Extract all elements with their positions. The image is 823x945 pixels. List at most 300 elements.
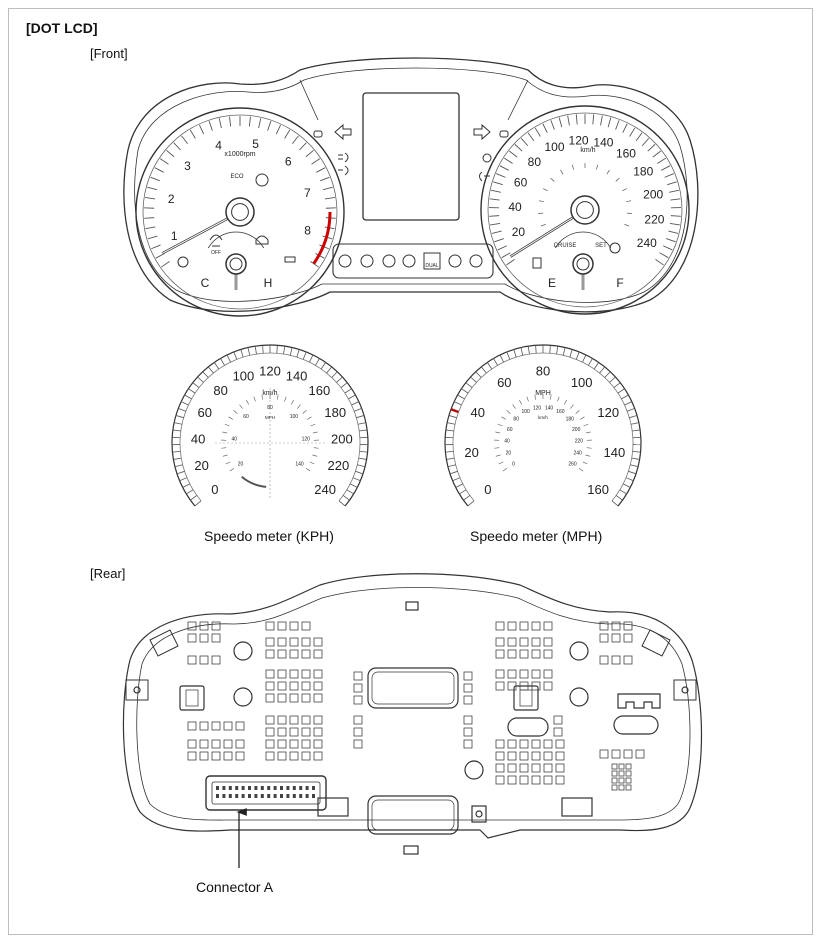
vent-hole xyxy=(314,716,322,724)
vent-hole xyxy=(600,656,608,664)
vent-hole xyxy=(224,752,232,760)
unit-label: km/h xyxy=(262,390,278,397)
tick-mark xyxy=(580,417,584,420)
vent-hole xyxy=(532,650,540,658)
tick-mark xyxy=(341,383,347,388)
tick-mark xyxy=(357,465,365,467)
vent-hole xyxy=(302,740,310,748)
tick-mark xyxy=(498,246,507,250)
tick-mark xyxy=(356,415,364,417)
tick-mark xyxy=(502,253,511,258)
headlamp-left-icon xyxy=(314,131,322,137)
tick-mark xyxy=(570,405,573,409)
vent-hole xyxy=(188,634,196,642)
vent-hole xyxy=(624,634,632,642)
vent-hole xyxy=(200,752,208,760)
tick-mark xyxy=(502,417,506,420)
tick-mark xyxy=(593,114,594,124)
tick-mark xyxy=(494,448,499,449)
vent-hole xyxy=(278,650,286,658)
tick-mark xyxy=(355,471,363,474)
vent-hole xyxy=(290,740,298,748)
connector-a xyxy=(206,776,326,810)
tick-mark xyxy=(493,182,503,185)
vent-hole xyxy=(520,638,528,646)
tick-mark xyxy=(492,231,502,233)
vent-hole xyxy=(302,670,310,678)
tick-mark xyxy=(297,349,299,357)
tick-mark xyxy=(490,199,500,200)
vent-hole xyxy=(236,740,244,748)
tick-mark xyxy=(666,239,675,242)
vent-hole xyxy=(544,622,552,630)
tick-mark xyxy=(446,430,454,431)
connector-pin xyxy=(261,794,264,798)
vent-hole xyxy=(290,682,298,690)
inner-label: 180 xyxy=(565,416,574,423)
vent-hole xyxy=(544,682,552,690)
left-turn-icon xyxy=(335,125,351,139)
tick-mark xyxy=(241,349,243,357)
vent-hole xyxy=(266,694,274,702)
tick-mark xyxy=(227,355,231,362)
vent-hole xyxy=(224,722,232,730)
tick-mark xyxy=(572,165,573,170)
tick-mark xyxy=(670,199,680,200)
tick-mark xyxy=(626,478,633,481)
tick-mark xyxy=(290,348,292,356)
cluster-housing xyxy=(124,58,698,312)
inner-label: 100 xyxy=(289,413,299,420)
unit-label: MPH xyxy=(535,390,551,397)
vent-hole xyxy=(508,752,516,760)
vent-hole xyxy=(496,670,504,678)
tacho-label: 2 xyxy=(167,192,175,207)
major-label: 180 xyxy=(324,405,347,421)
inner-arc xyxy=(242,477,266,487)
tick-mark xyxy=(348,395,355,399)
vent-hole xyxy=(278,716,286,724)
tick-mark xyxy=(629,415,637,417)
dual-label: DUAL xyxy=(425,263,439,269)
vent-hole xyxy=(636,750,644,758)
tick-mark xyxy=(352,402,359,405)
tick-mark xyxy=(632,458,640,459)
connector-pin xyxy=(235,786,238,790)
vent-hole xyxy=(496,682,504,690)
tick-mark xyxy=(453,478,460,481)
tick-mark xyxy=(230,117,231,127)
tick-mark xyxy=(456,484,463,488)
connector-pin xyxy=(286,794,289,798)
tick-mark xyxy=(303,410,307,413)
tick-mark xyxy=(306,468,310,471)
speedo-label: 120 xyxy=(568,133,589,148)
tick-mark xyxy=(584,424,589,426)
vent-hole xyxy=(464,684,472,692)
tick-mark xyxy=(172,451,180,452)
vent-hole xyxy=(612,634,620,642)
tick-mark xyxy=(151,177,160,181)
speedo-label: 220 xyxy=(644,212,665,227)
tick-mark xyxy=(468,501,474,506)
tick-mark xyxy=(576,410,580,413)
tick-mark xyxy=(559,118,562,128)
inner-label: 40 xyxy=(504,438,510,445)
tick-mark xyxy=(347,490,354,494)
tick-mark xyxy=(583,462,588,464)
connector-pin xyxy=(248,786,251,790)
tick-mark xyxy=(323,187,333,190)
connector-pin xyxy=(306,786,309,790)
tick-mark xyxy=(633,451,641,452)
connector-pin xyxy=(293,786,296,790)
tick-mark xyxy=(454,402,461,405)
connector-pin xyxy=(293,794,296,798)
tick-mark xyxy=(446,458,454,459)
tick-mark xyxy=(661,166,670,171)
vent-hole xyxy=(224,740,232,748)
tick-mark xyxy=(188,389,195,393)
vent-hole xyxy=(464,696,472,704)
connector-pin xyxy=(299,794,302,798)
tick-mark xyxy=(550,345,551,353)
vent-hole xyxy=(626,778,631,783)
vent-hole xyxy=(314,682,322,690)
connector-pin xyxy=(229,786,232,790)
tick-mark xyxy=(601,116,603,126)
vent-hole xyxy=(612,622,620,630)
tick-mark xyxy=(563,348,565,356)
vent-hole xyxy=(532,622,540,630)
tick-mark xyxy=(648,144,655,151)
tick-mark xyxy=(631,423,639,425)
vent-hole xyxy=(544,764,552,772)
tick-mark xyxy=(276,125,280,134)
tick-mark xyxy=(670,223,680,225)
tick-mark xyxy=(181,402,188,405)
tick-mark xyxy=(504,158,512,163)
tick-mark xyxy=(314,448,319,449)
tick-mark xyxy=(481,367,486,373)
connector-pin xyxy=(254,794,257,798)
vent-hole xyxy=(556,740,564,748)
front-section-label: [Front] xyxy=(90,46,128,61)
vent-hole xyxy=(464,728,472,736)
inner-label: 100 xyxy=(521,409,530,416)
vent-hole xyxy=(212,752,220,760)
tick-mark xyxy=(557,346,558,354)
vent-hole xyxy=(544,650,552,658)
tick-mark xyxy=(173,430,181,431)
tick-mark xyxy=(551,120,555,129)
vent-hole xyxy=(290,716,298,724)
fuel-empty-label: E xyxy=(547,276,557,290)
vent-hole xyxy=(188,656,196,664)
set-label: SET xyxy=(595,243,607,249)
connector-pin xyxy=(216,786,219,790)
tick-mark xyxy=(564,400,566,404)
headlamp-right-icon xyxy=(500,131,508,137)
vent-hole xyxy=(302,694,310,702)
vent-hole xyxy=(532,764,540,772)
inner-label: 140 xyxy=(544,405,554,412)
inner-label: 60 xyxy=(507,426,513,433)
connector-pin xyxy=(229,794,232,798)
tick-mark xyxy=(500,166,509,171)
kph-caption: Speedo meter (KPH) xyxy=(204,528,334,544)
car-icon xyxy=(256,236,268,244)
vent-hole xyxy=(544,740,552,748)
vent-hole xyxy=(556,752,564,760)
vent-hole xyxy=(278,638,286,646)
tick-mark xyxy=(310,462,315,464)
tick-mark xyxy=(246,400,248,404)
tick-mark xyxy=(254,397,256,402)
vent-hole xyxy=(302,752,310,760)
tick-mark xyxy=(588,358,592,365)
inner-label: 80 xyxy=(513,416,519,423)
major-label: 120 xyxy=(259,363,281,379)
crosshair xyxy=(215,388,325,498)
major-label: 40 xyxy=(190,431,206,447)
vent-hole xyxy=(496,764,504,772)
tick-mark xyxy=(360,451,368,452)
vent-hole xyxy=(302,638,310,646)
vent-hole xyxy=(496,740,504,748)
vent-hole xyxy=(520,776,528,784)
tick-mark xyxy=(458,395,465,399)
tick-mark xyxy=(249,117,250,127)
tick-mark xyxy=(173,458,181,459)
tacho-label: 1 xyxy=(170,229,178,244)
temp-cold-label: C xyxy=(200,276,210,290)
cruise-label: CRUISE xyxy=(553,243,577,249)
tick-mark xyxy=(176,415,184,417)
tick-mark xyxy=(339,501,345,506)
vent-hole xyxy=(266,752,274,760)
tick-mark xyxy=(222,432,227,433)
eco-label: ECO xyxy=(230,174,244,180)
tick-mark xyxy=(586,432,591,433)
tick-mark xyxy=(240,405,243,409)
tick-mark xyxy=(315,358,319,365)
vent-hole xyxy=(278,728,286,736)
tick-mark xyxy=(496,174,505,178)
vent-hole xyxy=(612,656,620,664)
major-label: 80 xyxy=(213,383,228,399)
tick-mark xyxy=(632,430,640,431)
vent-hole xyxy=(266,716,274,724)
vent-hole xyxy=(212,634,220,642)
major-label: 60 xyxy=(497,374,512,390)
tick-mark xyxy=(655,259,663,265)
vent-hole xyxy=(532,740,540,748)
tick-mark xyxy=(221,448,226,449)
major-label: 80 xyxy=(535,363,551,379)
tick-mark xyxy=(229,417,233,420)
vent-hole xyxy=(532,752,540,760)
vent-hole xyxy=(532,776,540,784)
right-turn-icon xyxy=(474,125,490,139)
vent-hole xyxy=(520,650,528,658)
tick-mark xyxy=(148,236,158,239)
tick-mark xyxy=(466,383,472,388)
tick-mark xyxy=(359,430,367,431)
vent-hole xyxy=(554,728,562,736)
connector-pin xyxy=(274,786,277,790)
needle-hub xyxy=(571,196,599,224)
speedo-label: 200 xyxy=(643,187,664,202)
speedo-label: 240 xyxy=(636,236,657,251)
tick-mark xyxy=(500,355,504,362)
vent-hole xyxy=(612,771,617,776)
tick-mark xyxy=(605,372,610,378)
connector-pin xyxy=(261,786,264,790)
vent-hole xyxy=(266,650,274,658)
tick-mark xyxy=(594,362,599,369)
tick-mark xyxy=(337,377,343,382)
vent-hole xyxy=(508,622,516,630)
vent-hole xyxy=(354,672,362,680)
vent-hole xyxy=(236,752,244,760)
connector-pin xyxy=(280,794,283,798)
fuel-icon xyxy=(285,257,295,262)
tick-mark xyxy=(587,448,592,449)
tick-mark xyxy=(543,124,547,133)
tick-mark xyxy=(653,151,661,157)
vent-hole xyxy=(200,740,208,748)
inner-label: 260 xyxy=(568,461,577,468)
tick-mark xyxy=(292,136,298,144)
tick-mark xyxy=(612,501,618,506)
tick-mark xyxy=(186,490,193,494)
tick-mark xyxy=(145,197,155,199)
vent-hole xyxy=(278,682,286,690)
tick-mark xyxy=(557,397,559,402)
tick-mark xyxy=(316,168,325,173)
speedo-label: 140 xyxy=(593,135,614,150)
needle-hub xyxy=(226,198,254,226)
speedo-label: 20 xyxy=(511,224,526,239)
vent-hole xyxy=(354,696,362,704)
tick-mark xyxy=(203,372,208,378)
tick-mark xyxy=(449,415,457,417)
tick-mark xyxy=(307,417,311,420)
major-label: 0 xyxy=(484,481,492,497)
vent-hole xyxy=(200,622,208,630)
tick-mark xyxy=(576,114,577,124)
connector-pin xyxy=(216,794,219,798)
vent-hole xyxy=(619,771,624,776)
vent-hole xyxy=(314,670,322,678)
vent-hole xyxy=(556,776,564,784)
tick-mark xyxy=(166,150,174,156)
tick-mark xyxy=(495,432,500,433)
tick-mark xyxy=(195,501,201,506)
vent-hole xyxy=(314,638,322,646)
vent-hole xyxy=(314,650,322,658)
major-label: 60 xyxy=(197,405,212,421)
tick-mark xyxy=(185,395,192,399)
indicator-icons xyxy=(314,125,508,181)
vent-hole xyxy=(556,764,564,772)
tick-mark xyxy=(536,345,537,353)
vent-hole xyxy=(314,728,322,736)
tick-mark xyxy=(618,389,625,393)
tick-mark xyxy=(259,118,261,128)
abs-icon xyxy=(256,174,268,186)
oil-icon xyxy=(361,255,373,267)
tick-mark xyxy=(499,462,504,464)
tpms-icon xyxy=(610,243,620,253)
vent-hole xyxy=(290,622,298,630)
tick-mark xyxy=(628,471,636,474)
tick-mark xyxy=(626,201,631,202)
rear-housing xyxy=(123,574,701,854)
vent-hole xyxy=(266,740,274,748)
tick-mark xyxy=(353,478,360,481)
tick-mark xyxy=(528,346,529,354)
vent-hole xyxy=(508,764,516,772)
vent-hole xyxy=(302,622,310,630)
tick-mark xyxy=(541,224,546,226)
tick-mark xyxy=(607,170,610,174)
vent-hole xyxy=(266,622,274,630)
foglamp-icon xyxy=(338,153,348,162)
tick-mark xyxy=(657,158,665,163)
tick-mark xyxy=(621,395,628,399)
connector-pin xyxy=(242,786,245,790)
tick-mark xyxy=(627,408,634,411)
tick-mark xyxy=(665,174,674,178)
vent-hole xyxy=(612,750,620,758)
red-mark xyxy=(451,409,459,412)
vent-hole xyxy=(508,670,516,678)
tick-mark xyxy=(183,484,190,488)
tick-mark xyxy=(285,130,290,139)
tick-mark xyxy=(321,362,326,369)
tick-mark xyxy=(624,224,629,226)
tick-mark xyxy=(496,455,501,456)
vent-hole xyxy=(290,670,298,678)
major-label: 200 xyxy=(331,431,353,447)
tick-mark xyxy=(325,197,335,199)
connector-pin xyxy=(312,786,315,790)
inner-label: 220 xyxy=(574,438,584,445)
vent-hole xyxy=(200,656,208,664)
tick-mark xyxy=(291,400,293,404)
speedo-label: 60 xyxy=(513,175,528,190)
vent-hole xyxy=(496,650,504,658)
tick-mark xyxy=(193,383,199,388)
tick-mark xyxy=(234,352,237,359)
tacho-label: 7 xyxy=(304,186,311,201)
tick-mark xyxy=(160,159,168,165)
connector-pin xyxy=(274,794,277,798)
tick-mark xyxy=(667,182,677,185)
tick-mark xyxy=(151,245,160,249)
battery-icon xyxy=(470,255,482,267)
tick-mark xyxy=(268,121,271,130)
tick-mark xyxy=(313,432,318,433)
tick-mark xyxy=(320,177,329,181)
inner-label: 140 xyxy=(295,461,304,468)
tick-mark xyxy=(610,377,616,382)
speedo-label: 80 xyxy=(527,154,542,169)
tick-mark xyxy=(161,261,169,267)
tick-mark xyxy=(144,218,154,219)
